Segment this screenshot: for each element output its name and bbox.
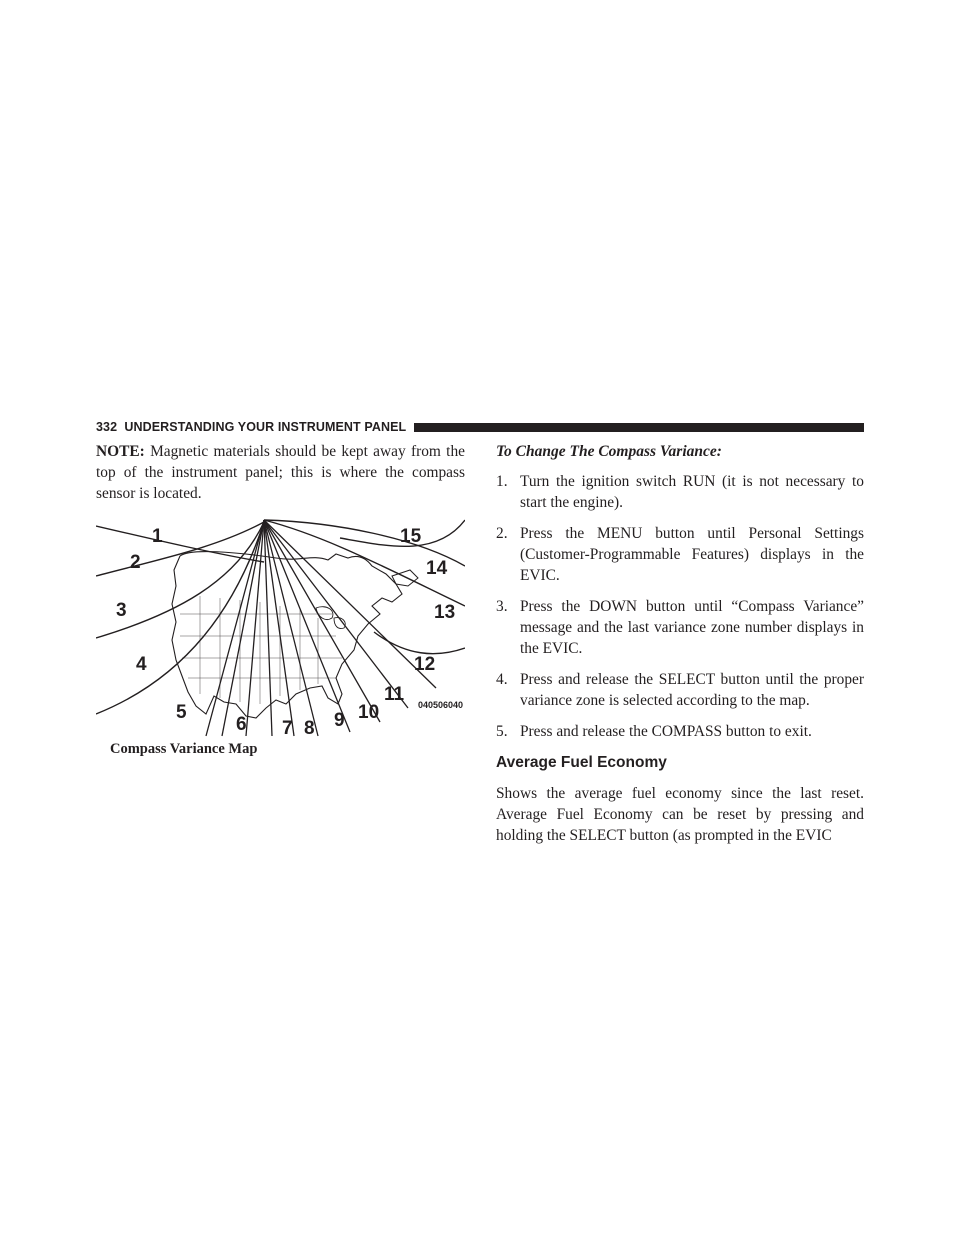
step-number: 1. bbox=[496, 473, 508, 490]
figure-image-code: 040506040 bbox=[418, 700, 464, 710]
note-paragraph bbox=[96, 441, 465, 504]
zone-label-1: 1 bbox=[152, 526, 163, 547]
zone-label-15: 15 bbox=[400, 526, 422, 547]
step-text: Press and release the SELECT button until the proper variance zone is selected according to the map. bbox=[520, 671, 864, 709]
page-header bbox=[96, 420, 864, 434]
compass-variance-map bbox=[96, 518, 465, 738]
zone-label-8: 8 bbox=[304, 718, 315, 738]
step-text: Press the MENU button until Personal Settings (Customer-Programmable Features) displays in the EVIC. bbox=[520, 525, 864, 584]
step-number: 2. bbox=[496, 525, 508, 542]
compass-steps bbox=[496, 471, 864, 742]
step-number: 5. bbox=[496, 723, 508, 740]
list-item bbox=[496, 523, 864, 586]
left-column bbox=[96, 441, 465, 758]
right-column bbox=[496, 441, 864, 846]
zone-label-12: 12 bbox=[414, 654, 436, 675]
compass-section-title: To Change The Compass Variance: bbox=[496, 443, 722, 460]
zone-label-4: 4 bbox=[136, 654, 147, 675]
zone-label-10: 10 bbox=[358, 702, 380, 723]
zone-label-11: 11 bbox=[384, 684, 405, 705]
note-label: NOTE: bbox=[96, 443, 145, 460]
page-number: 332 bbox=[96, 420, 118, 434]
fuel-section-text: Shows the average fuel economy since the last reset. Average Fuel Economy can be reset by pressing and holding the SELECT button (as prompted in the EVIC bbox=[496, 785, 864, 844]
step-number: 4. bbox=[496, 671, 508, 688]
zone-label-5: 5 bbox=[176, 702, 187, 723]
zone-label-6: 6 bbox=[236, 714, 247, 735]
step-text: Press and release the COMPASS button to exit. bbox=[520, 723, 812, 740]
zone-label-9: 9 bbox=[334, 710, 345, 731]
zone-label-14: 14 bbox=[426, 558, 448, 579]
zone-label-7: 7 bbox=[282, 718, 293, 738]
figure-caption: Compass Variance Map bbox=[110, 741, 258, 757]
list-item bbox=[496, 471, 864, 513]
fuel-section-title: Average Fuel Economy bbox=[496, 754, 667, 771]
list-item bbox=[496, 596, 864, 659]
page-header-text bbox=[96, 420, 406, 434]
step-number: 3. bbox=[496, 598, 508, 615]
step-text: Press the DOWN button until “Compass Variance” message and the last variance zone number displays in the EVIC. bbox=[520, 598, 864, 657]
zone-label-13: 13 bbox=[434, 602, 456, 623]
compass-variance-figure bbox=[96, 518, 465, 758]
list-item bbox=[496, 721, 864, 742]
header-rule bbox=[414, 423, 864, 432]
zone-label-3: 3 bbox=[116, 600, 127, 621]
zone-label-2: 2 bbox=[130, 552, 141, 573]
note-text: Magnetic materials should be kept away from the top of the instrument panel; this is where the compass sensor is located. bbox=[96, 443, 465, 502]
section-title: UNDERSTANDING YOUR INSTRUMENT PANEL bbox=[124, 420, 407, 434]
step-text: Turn the ignition switch RUN (it is not necessary to start the engine). bbox=[520, 473, 864, 511]
list-item bbox=[496, 669, 864, 711]
